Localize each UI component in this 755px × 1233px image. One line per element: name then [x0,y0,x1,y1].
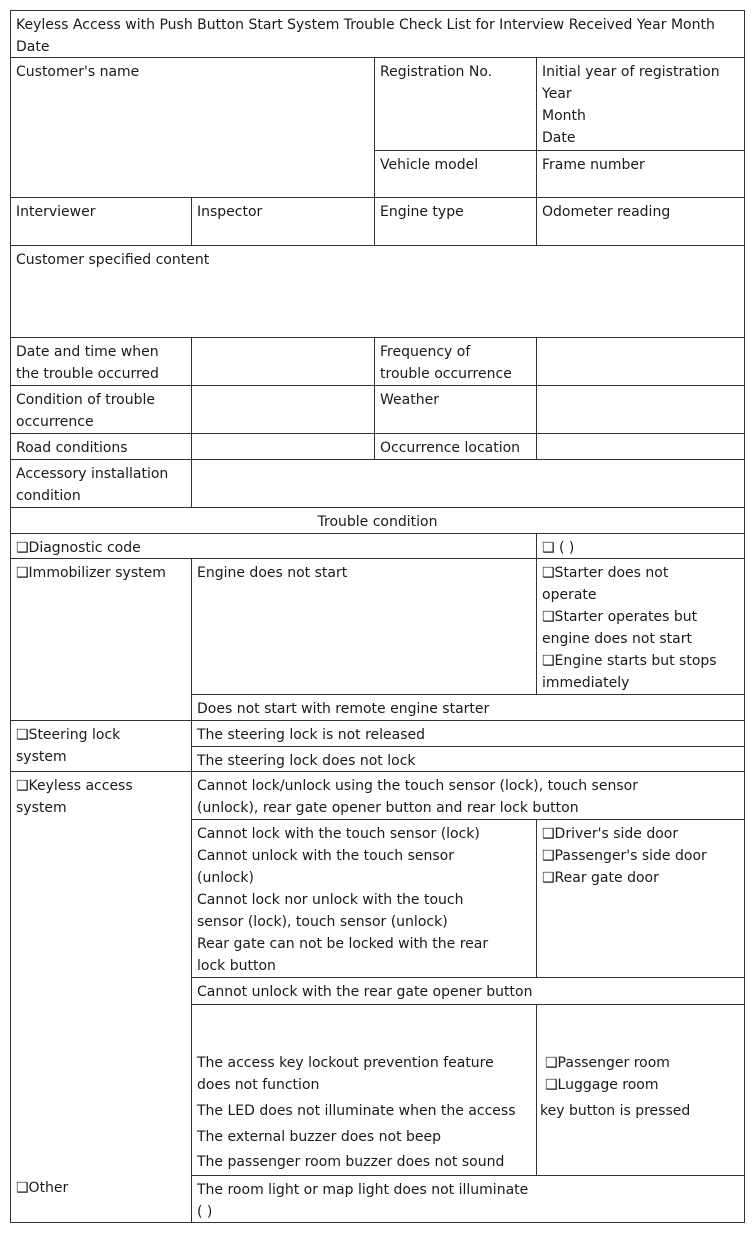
led-text-right: key button is pressed [540,1103,691,1119]
steering-not-released-cell: The steering lock is not released [191,720,745,747]
location-value[interactable] [536,433,745,460]
customer-content-cell[interactable]: Customer specified content [10,245,745,338]
engine-type-cell[interactable]: Engine type [374,197,537,246]
location-label: Occurrence location [374,433,537,460]
steering-not-lock-cell: The steering lock does not lock [191,746,745,772]
starter-options[interactable]: ❑Starter does not operate ❑Starter operates but engine does not start ❑Engine starts but stops immediately [536,558,745,695]
external-buzzer-text: The external buzzer does not beep [197,1129,442,1145]
room-options[interactable]: ❑Passenger room ❑Luggage room [545,1055,670,1093]
room-buzzer-text: The passenger room buzzer does not sound [197,1154,505,1170]
condition-value[interactable] [191,385,375,434]
registration-no-cell[interactable]: Registration No. [374,57,537,151]
road-label: Road conditions [10,433,192,460]
other-option[interactable]: ❑Other [16,1180,69,1196]
interviewer-cell[interactable]: Interviewer [10,197,192,246]
condition-label: Condition of trouble occurrence [10,385,192,434]
led-text-left: The LED does not illuminate when the access [197,1100,516,1122]
weather-label: Weather [374,385,537,434]
form-title: Keyless Access with Push Button Start System Trouble Check List for Interview Received Year Month Date [10,10,745,58]
accessory-label: Accessory installation condition [10,459,192,508]
road-value[interactable] [191,433,375,460]
engine-not-start-cell: Engine does not start [191,558,537,695]
frame-number-cell[interactable]: Frame number [536,150,745,198]
frequency-label: Frequency of trouble occurrence [374,337,537,386]
door-options[interactable]: ❑Driver's side door ❑Passenger's side door ❑Rear gate door [536,819,745,978]
keyless-option-cell[interactable]: ❑Keyless access system [10,771,192,1223]
date-time-value[interactable] [191,337,375,386]
vehicle-model-cell[interactable]: Vehicle model [374,150,537,198]
remote-starter-cell: Does not start with remote engine starter [191,694,745,721]
cannot-lock-unlock-cell: Cannot lock/unlock using the touch sensor (lock), touch sensor (unlock), rear gate opener button and rear lock button [191,771,745,820]
date-time-label: Date and time when the trouble occurred [10,337,192,386]
rear-gate-opener-cell: Cannot unlock with the rear gate opener button [191,977,745,1005]
lock-items-cell: Cannot lock with the touch sensor (lock) Cannot unlock with the touch sensor (unlock) Cannot lock nor unlock with the touch sensor (lock), touch sensor (unlock) Rear gate can not be locked with the rear lock button [191,819,537,978]
room-light-cell: The room light or map light does not illuminate ( ) [191,1175,745,1223]
immobilizer-option[interactable]: ❑Immobilizer system [10,558,192,721]
accessory-value[interactable] [191,459,745,508]
initial-year-cell[interactable]: Initial year of registration Year Month Date [536,57,745,151]
lockout-text: The access key lockout prevention feature does not function [197,1055,494,1093]
weather-value[interactable] [536,385,745,434]
customer-name-cell[interactable]: Customer's name [10,57,375,198]
inspector-cell[interactable]: Inspector [191,197,375,246]
odometer-cell[interactable]: Odometer reading [536,197,745,246]
frequency-value[interactable] [536,337,745,386]
trouble-heading: Trouble condition [10,507,745,534]
diagnostic-code-option[interactable]: ❑Diagnostic code [10,533,537,559]
steering-lock-option[interactable]: ❑Steering lock system [10,720,192,772]
diagnostic-paren-option[interactable]: ❑ ( ) [536,533,745,559]
